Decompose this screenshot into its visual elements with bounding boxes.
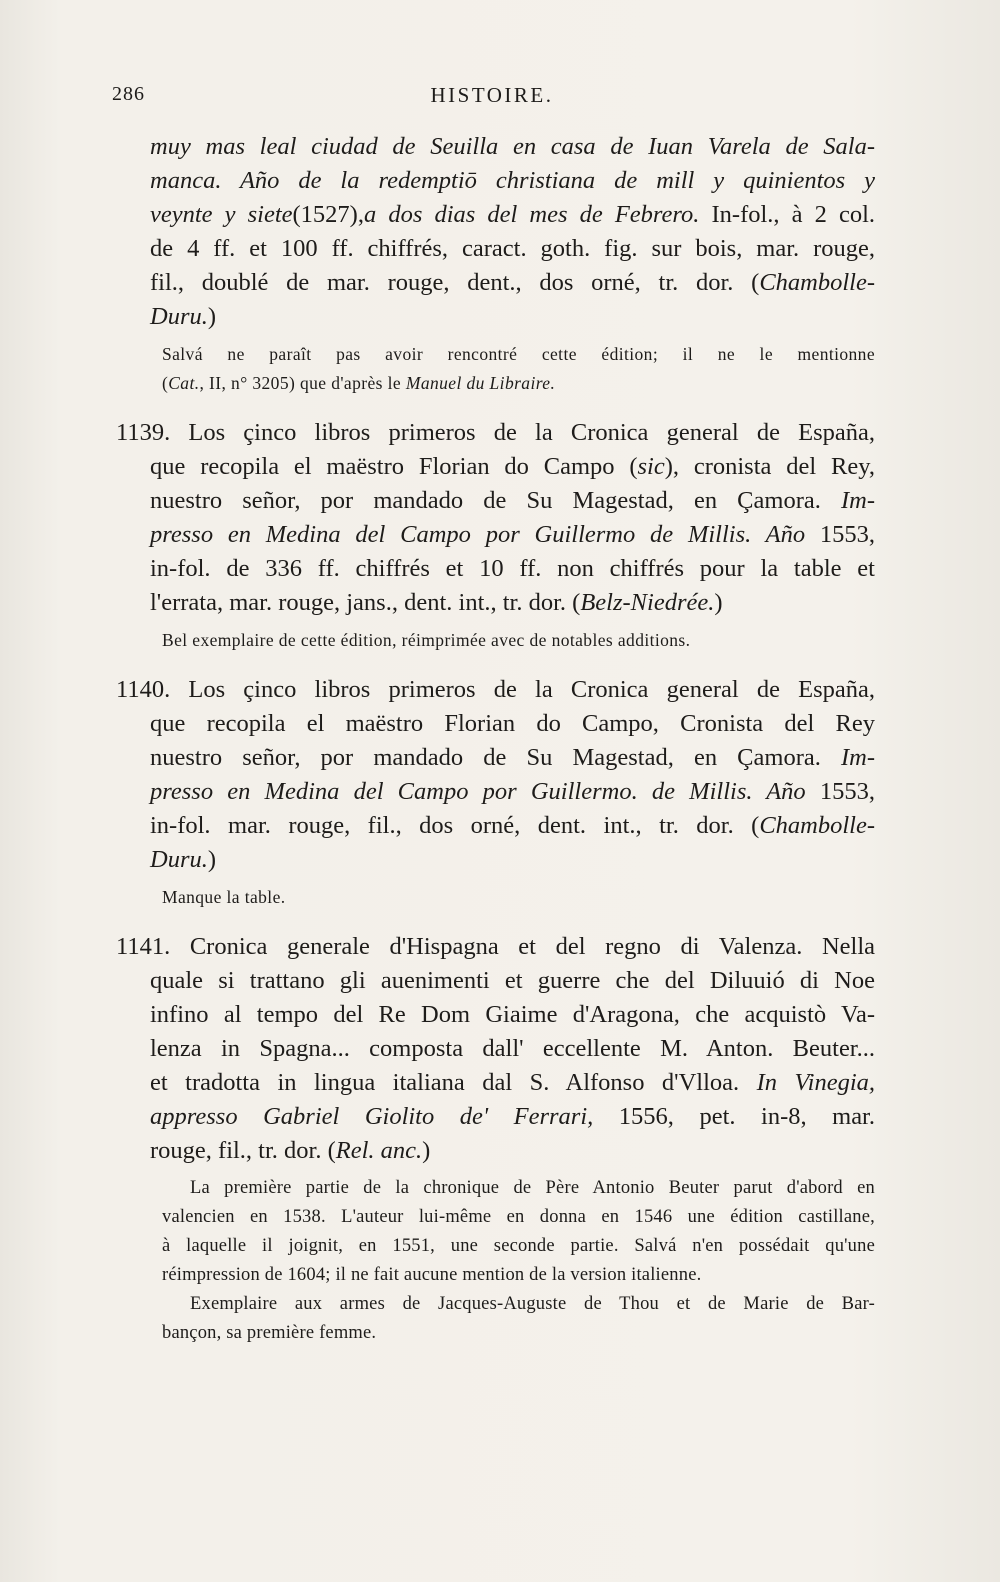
entry-heading-line xyxy=(112,673,875,707)
text-run: infino al tempo del Re Dom Giaime d'Aragona, che acquistò Va- xyxy=(150,1001,875,1028)
text-run: Bel exemplaire de cette édition, réimprimée avec de notables additions. xyxy=(162,630,691,650)
text-run: (1527), xyxy=(292,201,364,228)
text-run: que recopila el maëstro Florian do Campo ( xyxy=(150,453,638,480)
text-run: 1553, xyxy=(805,778,875,805)
text-run: que recopila el maëstro Florian do Campo, Cronista del Rey xyxy=(150,710,875,737)
text-run: ( xyxy=(162,373,169,393)
note-line xyxy=(112,340,875,369)
running-title: HISTOIRE. xyxy=(430,83,554,107)
entry-line xyxy=(112,707,875,741)
italic-run: appresso Gabriel Giolito de' Ferrari, xyxy=(150,1103,594,1130)
note-line xyxy=(112,369,875,398)
italic-run: Belz-Niedrée. xyxy=(580,589,715,616)
entry-line xyxy=(112,1066,875,1100)
entry-line xyxy=(112,809,875,843)
italic-run: veynte y siete xyxy=(150,201,293,228)
entry-line xyxy=(112,198,875,232)
italic-run: Chambolle- xyxy=(759,812,875,839)
entry-line xyxy=(112,586,875,620)
text-run: nuestro señor, por mandado de Su Magestad, en Çamora. xyxy=(150,487,841,514)
note-line xyxy=(112,1290,875,1319)
text-run: 1556, pet. in-8, mar. xyxy=(593,1103,875,1130)
text-run: ) xyxy=(714,589,723,616)
text-run: rouge, fil., tr. dor. ( xyxy=(150,1137,336,1164)
italic-run: a dos dias del mes de Febrero. xyxy=(363,201,700,228)
entry-line xyxy=(112,484,875,518)
text-run: ) xyxy=(207,846,217,873)
entry-line xyxy=(112,998,875,1032)
text-run: , II, n° 3205) que d'après le xyxy=(199,373,406,393)
entry-line xyxy=(112,775,875,809)
entry-line xyxy=(112,130,875,164)
text-run: ) xyxy=(422,1137,431,1164)
text-run: fil., doublé de mar. rouge, dent., dos orné, tr. dor. ( xyxy=(150,269,760,296)
text-run: à laquelle il joignit, en 1551, une seconde partie. Salvá n'en possédait qu'une xyxy=(162,1236,875,1256)
entry-line xyxy=(112,164,875,198)
text-run: de 4 ff. et 100 ff. chiffrés, caract. goth. fig. sur bois, mar. rouge, xyxy=(150,235,875,262)
note-line xyxy=(112,1232,875,1261)
text-run: ), cronista del Rey, xyxy=(664,453,875,480)
note-line xyxy=(112,1261,875,1290)
text-run: quale si trattano gli auenimenti et guerre che del Diluuió di Noe xyxy=(150,967,875,994)
spacer xyxy=(112,398,875,416)
italic-run: manca. Año de la redemptiō christiana de mill y quinientos y xyxy=(150,167,875,194)
text-run: Salvá ne paraît pas avoir rencontré cette édition; il ne le mentionne xyxy=(162,344,875,364)
running-head xyxy=(112,83,872,111)
note-line xyxy=(112,1319,875,1348)
spacer xyxy=(112,912,875,930)
text-run: bançon, sa première femme. xyxy=(162,1323,377,1343)
entry-number: 1139. xyxy=(116,419,189,446)
note-line xyxy=(112,883,875,912)
entry-line xyxy=(112,843,875,877)
note-line xyxy=(112,626,875,655)
italic-run: sic xyxy=(637,453,665,480)
text-run: In-fol., à 2 col. xyxy=(699,201,875,228)
italic-run: Rel. anc. xyxy=(335,1137,423,1164)
entry-line xyxy=(112,232,875,266)
text-run: lenza in Spagna... composta dall' eccellente M. Anton. Beuter... xyxy=(150,1035,875,1062)
text-run: l'errata, mar. rouge, jans., dent. int., tr. dor. ( xyxy=(150,589,581,616)
entry-number: 1141. xyxy=(116,933,190,960)
italic-run: presso en Medina del Campo por Guillermo. de Millis. Año xyxy=(150,778,806,805)
text-run: Exemplaire aux armes de Jacques-Auguste de Thou et de Marie de Bar- xyxy=(190,1294,875,1314)
italic-run: Cat. xyxy=(168,373,200,393)
italic-run: Manuel du Libraire. xyxy=(405,373,556,393)
text-run: Manque la table. xyxy=(162,887,286,907)
entry-heading-line xyxy=(112,930,875,964)
text-run: in-fol. de 336 ff. chiffrés et 10 ff. non chiffrés pour la table et xyxy=(150,555,875,582)
entry-heading-line xyxy=(112,416,875,450)
italic-run: Chambolle- xyxy=(759,269,875,296)
text-run: La première partie de la chronique de Père Antonio Beuter parut d'abord en xyxy=(190,1178,875,1198)
text-run: Cronica generale d'Hispagna et del regno di Valenza. Nella xyxy=(189,933,875,960)
entry-line xyxy=(112,741,875,775)
text-run: Los çinco libros primeros de la Cronica general de España, xyxy=(188,676,876,703)
italic-run: Im- xyxy=(840,487,875,514)
italic-run: Im- xyxy=(840,744,875,771)
text-run: et tradotta in lingua italiana dal S. Alfonso d'Vlloa. xyxy=(150,1069,757,1096)
catalogue-text xyxy=(112,130,875,1348)
text-run: ) xyxy=(207,303,217,330)
italic-run: In Vinegia, xyxy=(756,1069,875,1096)
page-number: 286 xyxy=(112,83,145,105)
entry-line xyxy=(112,300,875,334)
text-run: réimpression de 1604; il ne fait aucune mention de la version italienne. xyxy=(162,1265,702,1285)
italic-run: muy mas leal ciudad de Seuilla en casa de Iuan Varela de Sala- xyxy=(150,133,875,160)
text-run: Los çinco libros primeros de la Cronica general de España, xyxy=(188,419,876,446)
note-line xyxy=(112,1203,875,1232)
text-run: in-fol. mar. rouge, fil., dos orné, dent. int., tr. dor. ( xyxy=(150,812,760,839)
entry-line xyxy=(112,1100,875,1134)
italic-run: Duru. xyxy=(150,846,208,873)
text-run: 1553, xyxy=(805,521,875,548)
text-run: valencien en 1538. L'auteur lui-même en donna en 1546 une édition castillane, xyxy=(162,1207,875,1227)
note-line xyxy=(112,1174,875,1203)
entry-number: 1140. xyxy=(116,676,189,703)
entry-line xyxy=(112,1134,875,1168)
italic-run: presso en Medina del Campo por Guillermo de Millis. Año xyxy=(150,521,806,548)
italic-run: Duru. xyxy=(150,303,208,330)
entry-line xyxy=(112,266,875,300)
entry-line xyxy=(112,1032,875,1066)
spacer xyxy=(112,655,875,673)
text-run: nuestro señor, por mandado de Su Magestad, en Çamora. xyxy=(150,744,841,771)
entry-line xyxy=(112,552,875,586)
entry-line xyxy=(112,964,875,998)
entry-line xyxy=(112,518,875,552)
entry-line xyxy=(112,450,875,484)
